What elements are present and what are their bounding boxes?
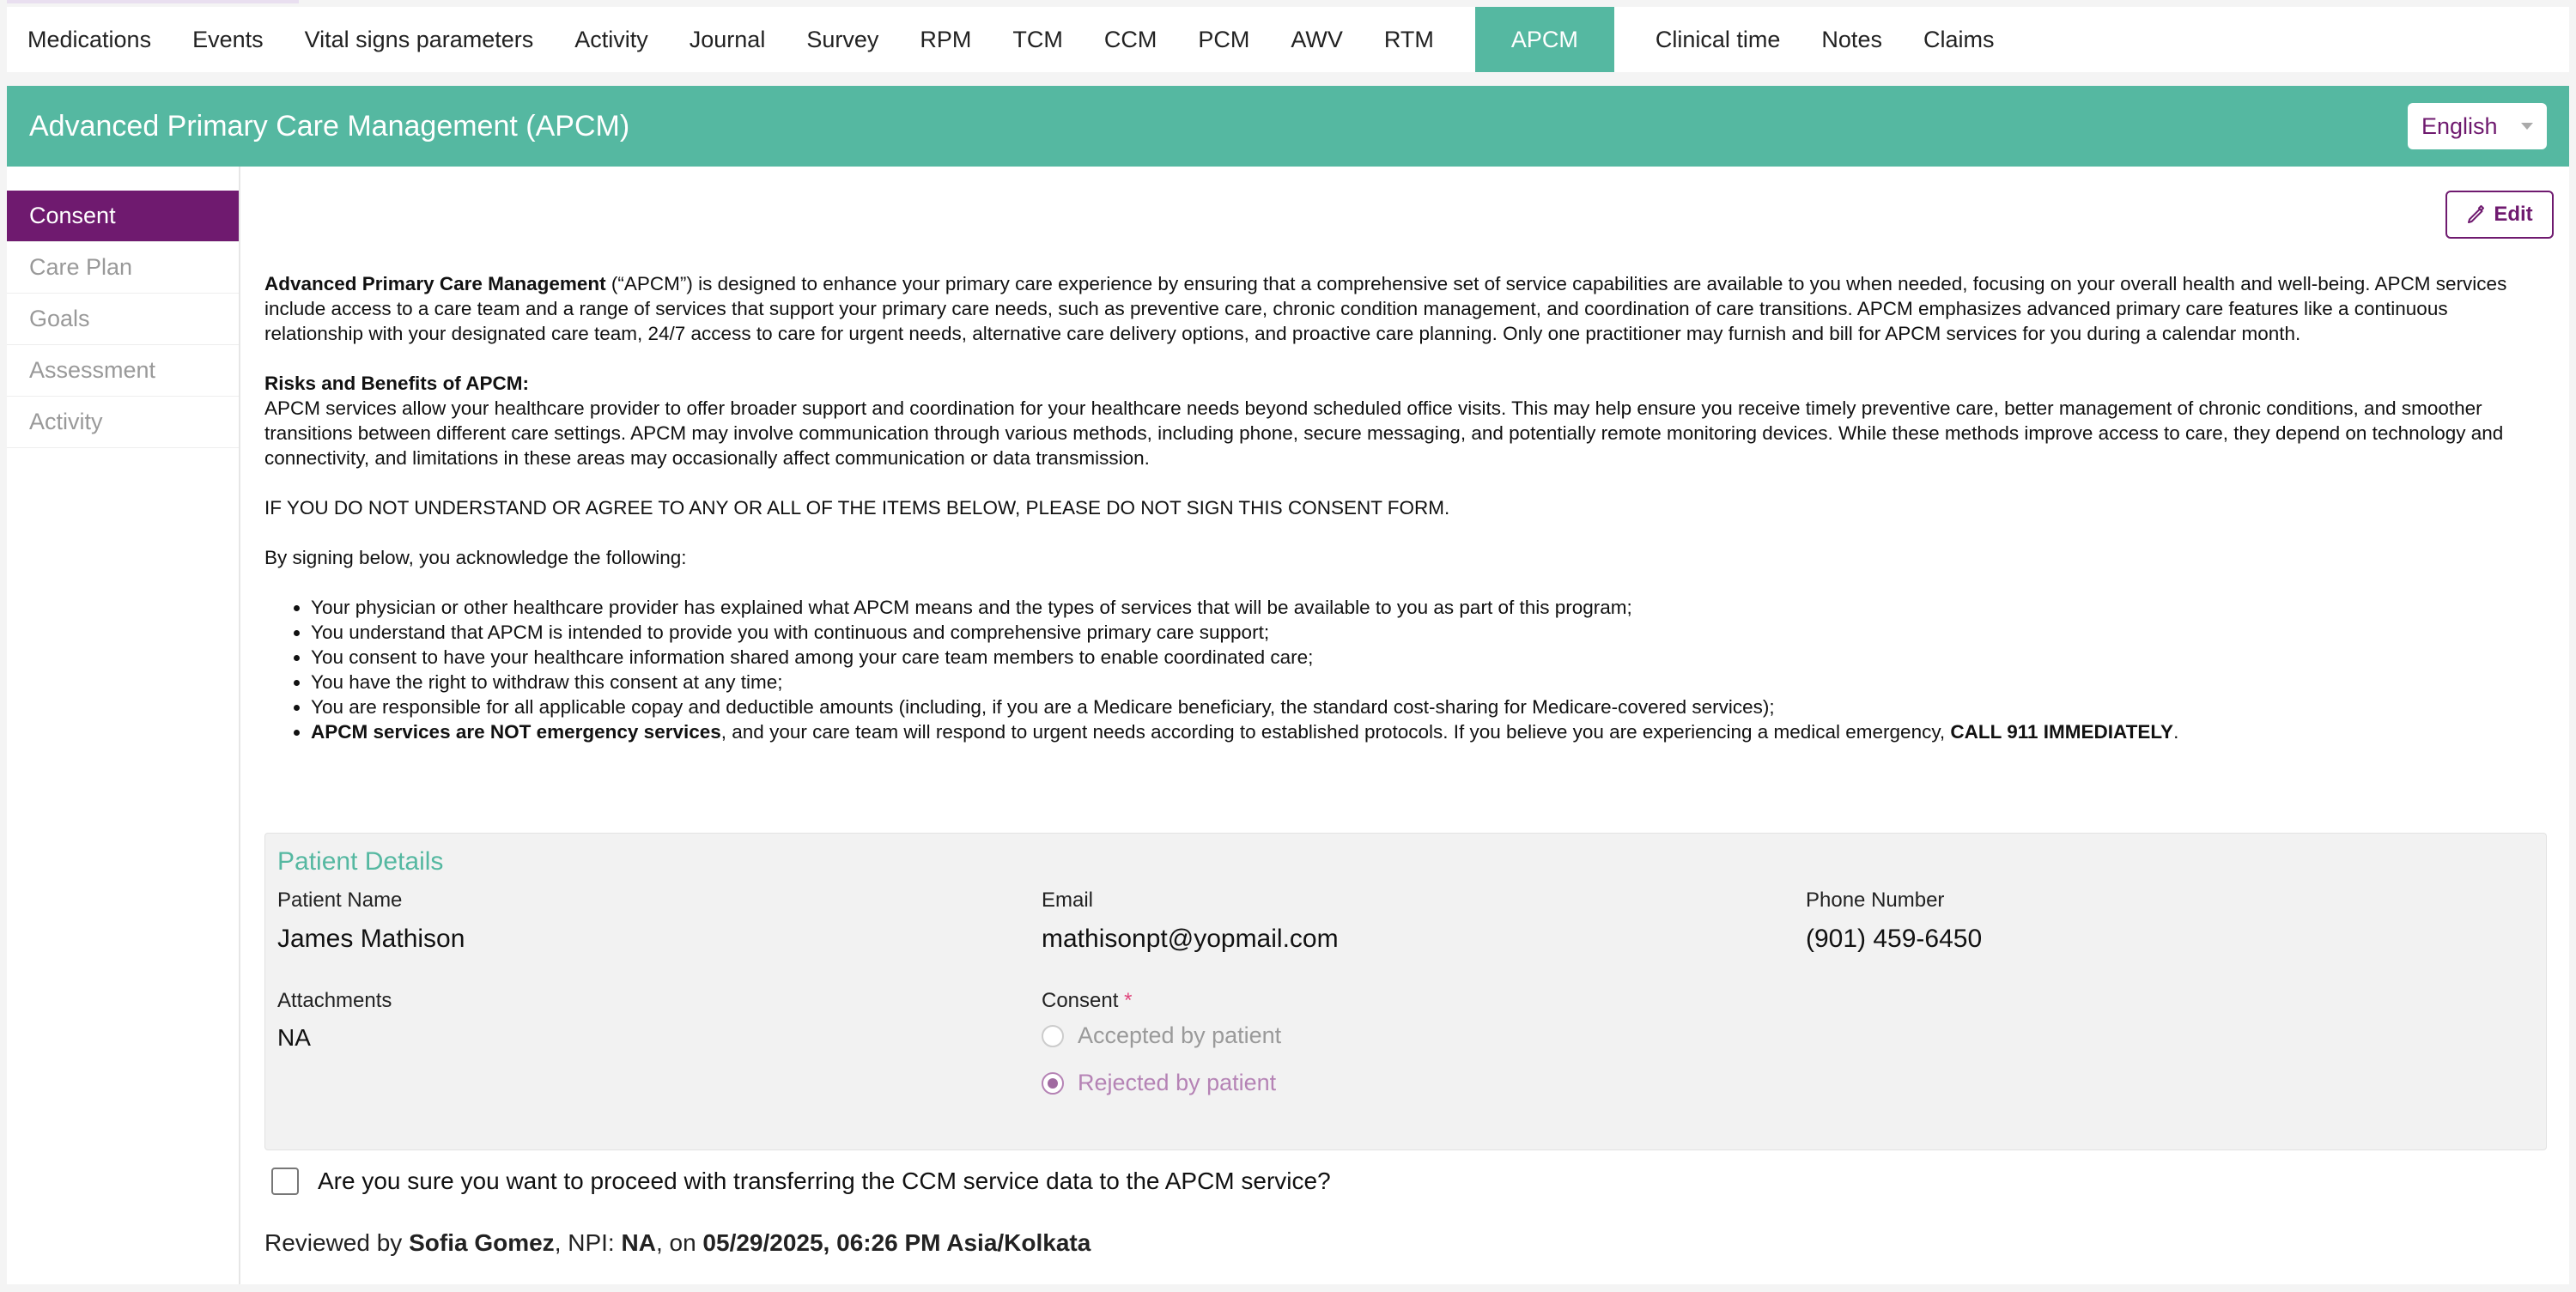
- transfer-checkbox[interactable]: [271, 1168, 299, 1195]
- top-navigation: [7, 7, 2569, 72]
- list-item: • You are responsible for all applicable copay and deductible amounts (including, if you are a Medicare beneficiary, the standard cost-sharing for Medicare-covered services);: [311, 695, 2531, 719]
- tab-pcm[interactable]: PCM: [1198, 26, 1250, 52]
- list-item: • You understand that APCM is intended to provide you with continuous and comprehensive primary care support;: [311, 620, 2531, 645]
- list-item: • You consent to have your healthcare information shared among your care team members to enable coordinated care;: [311, 645, 2531, 670]
- tab-events[interactable]: Events: [192, 26, 264, 52]
- email-label: Email: [1042, 889, 1094, 912]
- transfer-confirm[interactable]: [271, 1168, 1331, 1195]
- tab-rpm[interactable]: RPM: [920, 26, 972, 52]
- sidebar-item-goals[interactable]: Goals: [7, 294, 239, 345]
- tab-awv[interactable]: AWV: [1291, 26, 1343, 52]
- patient-name-label: Patient Name: [277, 889, 403, 912]
- phone-value: (901) 459-6450: [1806, 925, 1983, 953]
- consent-label-text: Consent: [1042, 989, 1119, 1012]
- npi-prefix: , NPI:: [554, 1229, 622, 1256]
- risks-heading: Risks and Benefits of APCM:: [264, 373, 529, 394]
- tab-medications[interactable]: Medications: [27, 26, 152, 52]
- intro-paragraph: [264, 271, 2531, 346]
- radio-rejected[interactable]: [1042, 1072, 1064, 1095]
- transfer-confirm-label: Are you sure you want to proceed with transferring the CCM service data to the APCM service?: [318, 1168, 1331, 1194]
- npi-value: NA: [621, 1229, 656, 1256]
- sidebar-item-care-plan[interactable]: Care Plan: [7, 242, 239, 294]
- tab-vital-signs-parameters[interactable]: Vital signs parameters: [304, 26, 534, 52]
- tab-activity[interactable]: Activity: [574, 26, 648, 52]
- reviewer-name: Sofia Gomez: [409, 1229, 555, 1256]
- patient-details-title: Patient Details: [277, 847, 444, 876]
- consent-option-accepted[interactable]: [1042, 1022, 1281, 1049]
- patient-name-value: James Mathison: [277, 925, 465, 953]
- tab-ccm[interactable]: CCM: [1103, 26, 1157, 52]
- patient-details-section: [264, 833, 2547, 1150]
- tab-clinical-time[interactable]: Clinical time: [1655, 26, 1781, 52]
- required-mark: *: [1124, 989, 1133, 1012]
- sidebar: [7, 167, 240, 1284]
- intro-text: (“APCM”) is designed to enhance your primary care experience by ensuring that a comprehensive set of service capabilities are available to you when needed, focusing on your overall health and well-being. APCM services include access to a care team and a range of services that support your primary care needs, such as preventive care, chronic condition management, and coordination of care transitions. APCM emphasizes advanced primary care features like a continuous relationship with your designated care team, 24/7 access to care for urgent needs, alternative care delivery options, and proactive care planning. Only one practitioner may furnish and bill for APCM services for you during a calendar month.: [264, 273, 2507, 344]
- on-prefix: , on: [655, 1229, 703, 1256]
- acknowledge-list: [311, 595, 2531, 744]
- tab-claims[interactable]: Claims: [1923, 26, 1995, 52]
- language-select[interactable]: [2408, 103, 2547, 149]
- consent-option-rejected[interactable]: [1042, 1070, 1276, 1096]
- edit-button[interactable]: [2445, 191, 2554, 239]
- consent-document: [264, 271, 2531, 769]
- intro-bold: Advanced Primary Care Management: [264, 273, 606, 294]
- sidebar-item-activity[interactable]: Activity: [7, 397, 239, 448]
- attachments-label: Attachments: [277, 989, 392, 1012]
- list-item: • You have the right to withdraw this consent at any time;: [311, 670, 2531, 695]
- call-911-bold: CALL 911 IMMEDIATELY: [1950, 721, 2174, 743]
- attachments-value: NA: [277, 1024, 311, 1051]
- tab-journal[interactable]: Journal: [689, 26, 766, 52]
- list-item: [311, 719, 2531, 744]
- page-title: Advanced Primary Care Management (APCM): [29, 109, 630, 143]
- chevron-down-icon: [2521, 123, 2533, 130]
- emergency-text: , and your care team will respond to urgent needs according to established protocols. If you believe you are experiencing a medical emergency,: [720, 721, 1951, 743]
- tab-apcm[interactable]: APCM: [1475, 7, 1614, 72]
- emergency-end: .: [2173, 721, 2179, 743]
- language-select-value: English: [2421, 112, 2498, 139]
- warning-text: IF YOU DO NOT UNDERSTAND OR AGREE TO ANY OR ALL OF THE ITEMS BELOW, PLEASE DO NOT SIGN THIS CONSENT FORM.: [264, 497, 1450, 519]
- radio-accepted[interactable]: [1042, 1025, 1064, 1047]
- consent-option-accepted-label: Accepted by patient: [1078, 1022, 1282, 1048]
- tab-survey[interactable]: Survey: [806, 26, 879, 52]
- risks-text: APCM services allow your healthcare provider to offer broader support and coordination for your healthcare needs beyond scheduled office visits. This may help ensure you receive timely preventive care, better management of chronic conditions, and smoother transitions between different care settings. APCM may involve communication through various methods, including phone, secure messaging, and potentially remote monitoring devices. While these methods improve access to care, they depend on technology and connectivity, and limitations in these areas may occasionally affect communication or data transmission.: [264, 397, 2504, 469]
- top-accent-bar: [7, 0, 299, 3]
- page-header: [7, 86, 2569, 167]
- reviewed-by-line: [264, 1229, 1091, 1257]
- tab-notes[interactable]: Notes: [1821, 26, 1882, 52]
- consent-label: [1042, 989, 1132, 1013]
- consent-option-rejected-label: Rejected by patient: [1078, 1070, 1277, 1095]
- pencil-icon: [2466, 204, 2487, 225]
- content-area: [7, 167, 2569, 1284]
- sidebar-item-consent[interactable]: Consent: [7, 191, 239, 242]
- tab-tcm[interactable]: TCM: [1012, 26, 1063, 52]
- edit-button-label: Edit: [2494, 203, 2533, 226]
- sidebar-item-assessment[interactable]: Assessment: [7, 345, 239, 397]
- reviewed-prefix: Reviewed by: [264, 1229, 410, 1256]
- email-value: mathisonpt@yopmail.com: [1042, 925, 1339, 953]
- emergency-bold: APCM services are NOT emergency services: [311, 721, 721, 743]
- acknowledge-intro: By signing below, you acknowledge the following:: [264, 547, 687, 568]
- tab-rtm[interactable]: RTM: [1383, 26, 1434, 52]
- risks-paragraph: [264, 371, 2531, 470]
- review-datetime: 05/29/2025, 06:26 PM Asia/Kolkata: [702, 1229, 1091, 1256]
- consent-panel: [264, 167, 2554, 1284]
- phone-label: Phone Number: [1806, 889, 1945, 912]
- list-item: • Your physician or other healthcare provider has explained what APCM means and the types of services that will be available to you as part of this program;: [311, 595, 2531, 620]
